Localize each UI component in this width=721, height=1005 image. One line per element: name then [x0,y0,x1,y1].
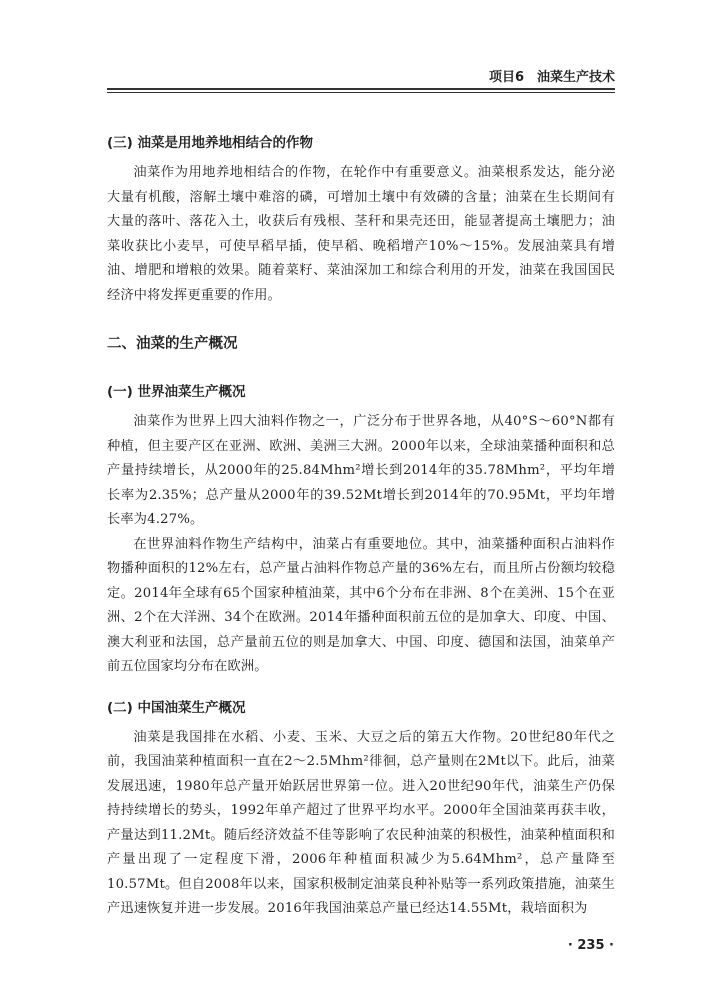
paragraph-world-1: 油菜作为世界上四大油料作物之一，广泛分布于世界各地，从40°S～60°N都有种植，但主要产区在亚洲、欧洲、美洲三大洲。2000年以来，全球油菜播种面积和总产量持续增长，从2000年的25.84Mhm²增长到2014年的35.78Mhm²，平均年增长率为2.35%；总产量从2000年的39.52Mt增长到2014年的70.95Mt，平均年增长率为4.27%。 [107,414,615,527]
section-heading-china: (二) 中国油菜生产概况 [107,699,246,716]
section-heading-3: (三) 油菜是用地养地相结合的作物 [107,135,314,151]
page-number: · 235 · [567,938,614,953]
header-rule-thick [107,88,615,90]
paragraph-soil-benefit: 油菜作为用地养地相结合的作物，在轮作中有重要意义。油菜根系发达，能分泌大量有机酸，溶解土壤中难溶的磷，可增加土壤中有效磷的含量；油菜在生长期间有大量的落叶、落花入土，收获后有残根、茎秆和果壳还田，能显著提高土壤肥力；油菜收获比小麦早，可使早稻早插，使早稻、晚稻增产10%～15%。发展油菜具有增油、增肥和增粮的效果。随着菜籽、菜油深加工和综合利用的开发，油菜在我国国民经济中将发挥更重要的作用。 [107,165,615,303]
page-body [107,125,615,922]
running-header: 项目6 油菜生产技术 [488,70,615,85]
paragraph-world-2: 在世界油料作物生产结构中，油菜占有重要地位。其中，油菜播种面积占油料作物播种面积的12%左右，总产量占油料作物总产量的36%左右，而且所占份额均较稳定。2014年全球有65个国家种植油菜，其中6个分布在非洲、8个在美洲、15个在亚洲、2个在大洋洲、34个在欧洲。2014年播种面积前五位的是加拿大、印度、中国、澳大利亚和法国，总产量前五位的则是加拿大、中国、印度、德国和法国，油菜单产前五位国家均分布在欧洲。 [107,536,615,674]
section-heading-world: (一) 世界油菜生产概况 [107,384,246,400]
header-rule-thin [107,92,615,93]
paragraph-china: 油菜是我国排在水稻、小麦、玉米、大豆之后的第五大作物。20世纪80年代之前，我国油菜种植面积一直在2～2.5Mhm²徘徊，总产量则在2Mt以下。此后，油菜发展迅速，1980年总产量开始跃居世界第一位。进入20世纪90年代，油菜生产仍保持持续增长的势头，1992年单产超过了世界平均水平。2000年全国油菜再获丰收，产量达到11.2Mt。随后经济效益不佳等影响了农民种油菜的积极性，油菜种植面积和产量出现了一定程度下滑，2006年种植面积减少为5.64Mhm²，总产量降至10.57Mt。但自2008年以来，国家积极制定油菜良种补贴等一系列政策措施，油菜生产迅速恢复并进一步发展。2016年我国油菜总产量已经达14.55Mt，栽培面积为 [107,729,615,916]
chapter-heading-production: 二、油菜的生产概况 [107,336,238,352]
